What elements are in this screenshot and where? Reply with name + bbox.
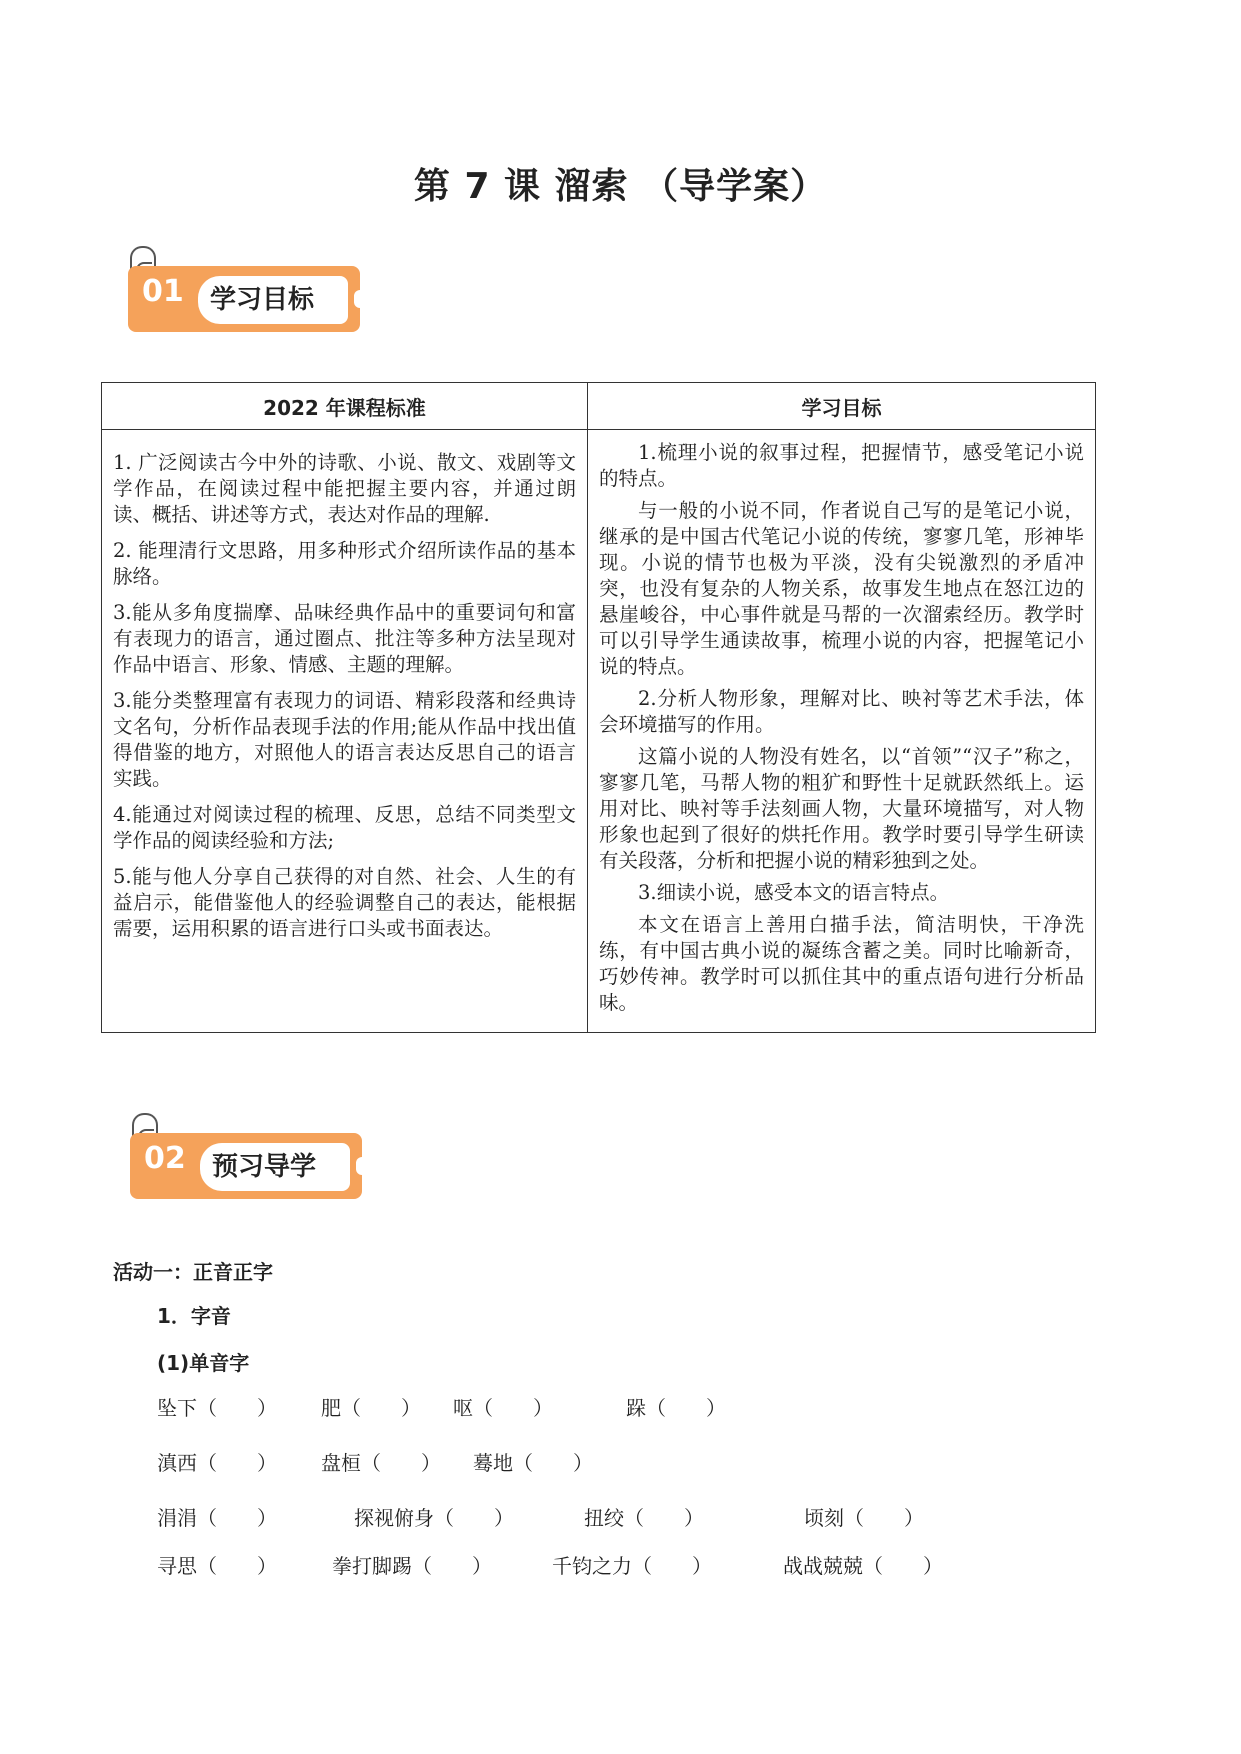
subheading-pronunciation: 1．字音 xyxy=(157,1304,231,1328)
standard-item: 2. 能理清行文思路，用多种形式介绍所读作品的基本脉络。 xyxy=(113,539,576,588)
badge-notch xyxy=(354,290,366,308)
standard-item: 3.能从多角度揣摩、品味经典作品中的重要词句和富有表现力的语言，通过圈点、批注等多种方法呈现对作品中语言、形象、情感、主题的理解。 xyxy=(113,601,576,676)
exercise-item: 蓦地（ ） xyxy=(473,1451,593,1475)
badge-label: 预习导学 xyxy=(200,1143,350,1191)
badge-number: 02 xyxy=(144,1141,186,1176)
objective-text: 与一般的小说不同，作者说自己写的是笔记小说，继承的是中国古代笔记小说的传统，寥寥几笔，形神毕现。小说的情节也极为平淡，没有尖锐激烈的矛盾冲突，也没有复杂的人物关系，故事发生地点在怒江边的悬崖峻谷，中心事件就是马帮的一次溜索经历。教学时可以引导学生通读故事，梳理小说的内容，把握笔记小说的特点。 xyxy=(599,499,1084,678)
objective-heading: 2.分析人物形象，理解对比、映衬等艺术手法，体会环境描写的作用。 xyxy=(599,687,1084,736)
exercise-item: 顷刻（ ） xyxy=(804,1506,924,1530)
exercise-item: 战战兢兢（ ） xyxy=(783,1554,943,1578)
standard-item: 4.能通过对阅读过程的梳理、反思，总结不同类型文学作品的阅读经验和方法; xyxy=(113,803,576,852)
objective-heading: 1.梳理小说的叙事过程，把握情节，感受笔记小说的特点。 xyxy=(599,441,1084,490)
standard-item: 3.能分类整理富有表现力的词语、精彩段落和经典诗文名句，分析作品表现手法的作用;能从作品中找出值得借鉴的地方，对照他人的语言表达反思自己的语言实践。 xyxy=(113,689,576,790)
objectives-table xyxy=(101,382,1096,1033)
objective-text: 这篇小说的人物没有姓名，以“首领”“汉子”称之，寥寥几笔，马帮人物的粗犷和野性十足就跃然纸上。运用对比、映衬等手法刻画人物，大量环境描写，对人物形象也起到了很好的烘托作用。教学时要引导学生研读有关段落，分析和把握小说的精彩独到之处。 xyxy=(599,745,1084,872)
activity-heading: 活动一：正音正字 xyxy=(113,1260,273,1284)
table-header-objectives: 学习目标 xyxy=(588,383,1096,430)
exercise-item: 扭绞（ ） xyxy=(584,1506,704,1530)
objectives-cell xyxy=(588,430,1096,1033)
page-title: 第 7 课 溜索 （导学案） xyxy=(413,166,828,207)
standard-item: 5.能与他人分享自己获得的对自然、社会、人生的有益启示，能借鉴他人的经验调整自己的表达，能根据需要，运用积累的语言进行口头或书面表达。 xyxy=(113,865,576,940)
section-badge-preview xyxy=(130,1113,370,1205)
objective-heading: 3.细读小说，感受本文的语言特点。 xyxy=(638,881,950,904)
exercise-item: 涓涓（ ） xyxy=(157,1506,277,1530)
table-header-standard: 2022 年课程标准 xyxy=(102,383,588,430)
exercise-item: 千钧之力（ ） xyxy=(552,1554,712,1578)
badge-label: 学习目标 xyxy=(198,276,348,324)
subheading-single-sound: (1)单音字 xyxy=(157,1351,250,1375)
exercise-item: 坠下（ ） xyxy=(157,1396,277,1420)
exercise-item: 盘桓（ ） xyxy=(321,1451,441,1475)
objective-text: 本文在语言上善用白描手法，简洁明快，干净洗练，有中国古典小说的凝练含蓄之美。同时比喻新奇，巧妙传神。教学时可以抓住其中的重点语句进行分析品味。 xyxy=(599,913,1084,1014)
exercise-item: 拳打脚踢（ ） xyxy=(332,1554,492,1578)
standards-cell xyxy=(102,430,588,1033)
exercise-item: 跺（ ） xyxy=(626,1396,726,1420)
exercise-item: 呕（ ） xyxy=(453,1396,553,1420)
exercise-item: 寻思（ ） xyxy=(157,1554,277,1578)
exercise-item: 探视俯身（ ） xyxy=(354,1506,514,1530)
badge-number: 01 xyxy=(142,274,184,309)
standard-item: 1. 广泛阅读古今中外的诗歌、小说、散文、戏剧等文学作品，在阅读过程中能把握主要内容，并通过朗读、概括、讲述等方式，表达对作品的理解. xyxy=(113,451,576,526)
exercise-item: 滇西（ ） xyxy=(157,1451,277,1475)
section-badge-objectives xyxy=(128,246,368,338)
exercise-item: 肥（ ） xyxy=(321,1396,421,1420)
badge-notch xyxy=(356,1157,368,1175)
